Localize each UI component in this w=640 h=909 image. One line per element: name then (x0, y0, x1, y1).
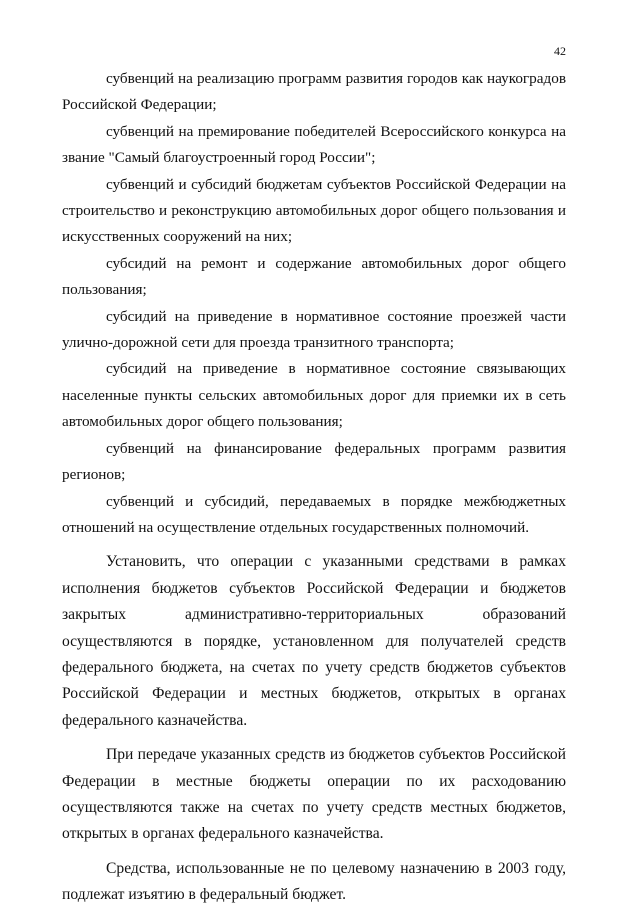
page-number: 42 (554, 44, 566, 58)
paragraph-4: субсидий на ремонт и содержание автомобильных дорог общего пользования; (62, 254, 566, 299)
paragraph-3: субвенций и субсидий бюджетам субъектов Российской Федерации на строительство и реконструкцию автомобильных дорог общего пользования и искусственных сооружений на них; (62, 175, 566, 246)
paragraph-2: субвенций на премирование победителей Всероссийского конкурса на звание "Самый благоустроенный город России"; (62, 122, 566, 167)
paragraph-8: субвенций и субсидий, передаваемых в порядке межбюджетных отношений на осуществление отдельных государственных полномочий. (62, 492, 566, 536)
document-body (62, 66, 566, 909)
paragraph-9: Установить, что операции с указанными средствами в рамках исполнения бюджетов субъектов Российской Федерации и бюджетов закрытых административно-территориальных образований осуществляются в порядке, установленном для получателей средств федерального бюджета, на счетах по учету средств бюджетов субъектов Российской Федерации и местных бюджетов, открытых в органах федерального казначейства. (62, 553, 566, 729)
paragraph-11: Средства, использованные не по целевому назначению в 2003 году, подлежат изъятию в федеральный бюджет. (62, 859, 566, 904)
paragraph-6: субсидий на приведение в нормативное состояние связывающих населенные пункты сельских автомобильных дорог для приемки их в сеть автомобильных дорог общего пользования; (62, 360, 566, 431)
paragraph-1: субвенций на реализацию программ развития городов как наукоградов Российской Федерации; (62, 70, 566, 114)
paragraph-7: субвенций на финансирование федеральных программ развития регионов; (62, 439, 566, 484)
paragraph-5: субсидий на приведение в нормативное состояние проезжей части улично-дорожной сети для проезда транзитного транспорта; (62, 307, 566, 352)
paragraph-10: При передаче указанных средств из бюджетов субъектов Российской Федерации в местные бюджеты операции по их расходованию осуществляются также на счетах по учету средств местных бюджетов, открытых в органах федерального казначейства. (62, 746, 566, 843)
